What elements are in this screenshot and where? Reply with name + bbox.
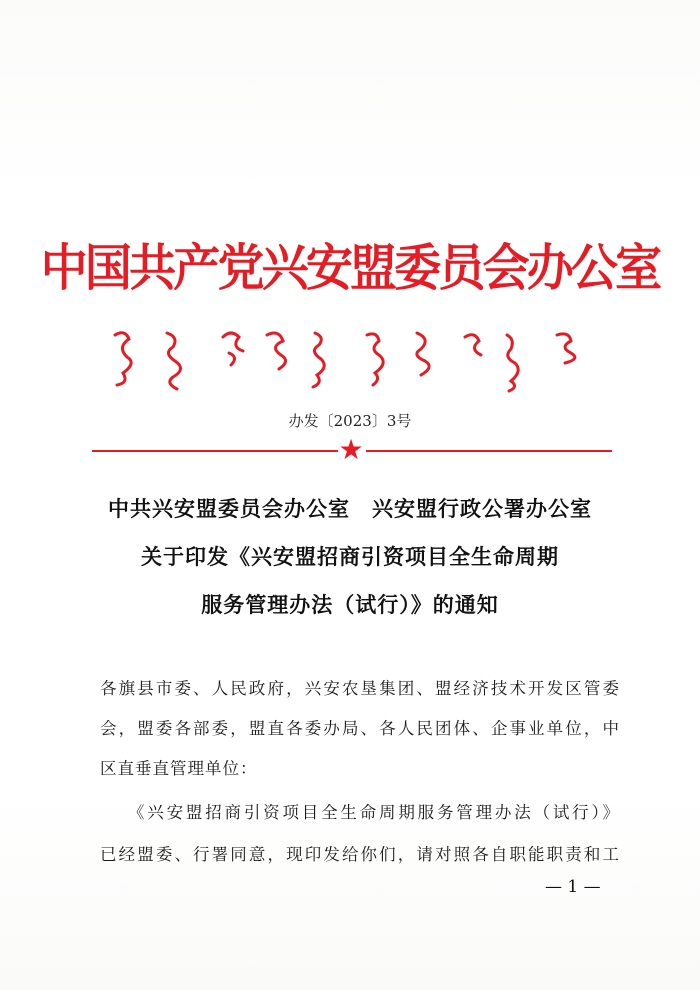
page-number: — 1 — bbox=[545, 877, 601, 897]
body-line-5: 已经盟委、行署同意，现印发给你们，请对照各自职能职责和工 bbox=[100, 845, 620, 864]
mongolian-script-logotype bbox=[105, 325, 585, 395]
body-line-4: 《兴安盟招商引资项目全生命周期服务管理办法（试行）》 bbox=[128, 803, 620, 822]
issuer-masthead: 中国共产党兴安盟委员会办公室 bbox=[40, 239, 660, 297]
body-line-2: 会，盟委各部委，盟直各委办局、各人民团体、企事业单位，中 bbox=[100, 719, 620, 738]
mongolian-script-glyphs bbox=[105, 325, 585, 395]
title-line-1: 中共兴安盟委员会办公室 兴安盟行政公署办公室 bbox=[108, 497, 592, 521]
red-rule-right bbox=[366, 450, 612, 452]
body-line-3: 区直垂直管理单位： bbox=[100, 759, 258, 778]
document-number: 办发〔2023〕3号 bbox=[288, 412, 412, 430]
body-line-1: 各旗县市委、人民政府，兴安农垦集团、盟经济技术开发区管委 bbox=[100, 679, 620, 698]
title-line-2: 关于印发《兴安盟招商引资项目全生命周期 bbox=[141, 545, 559, 569]
red-rule-left bbox=[92, 450, 338, 452]
star-icon: ★ bbox=[338, 433, 364, 466]
title-line-3: 服务管理办法（试行）》的通知 bbox=[201, 593, 499, 617]
